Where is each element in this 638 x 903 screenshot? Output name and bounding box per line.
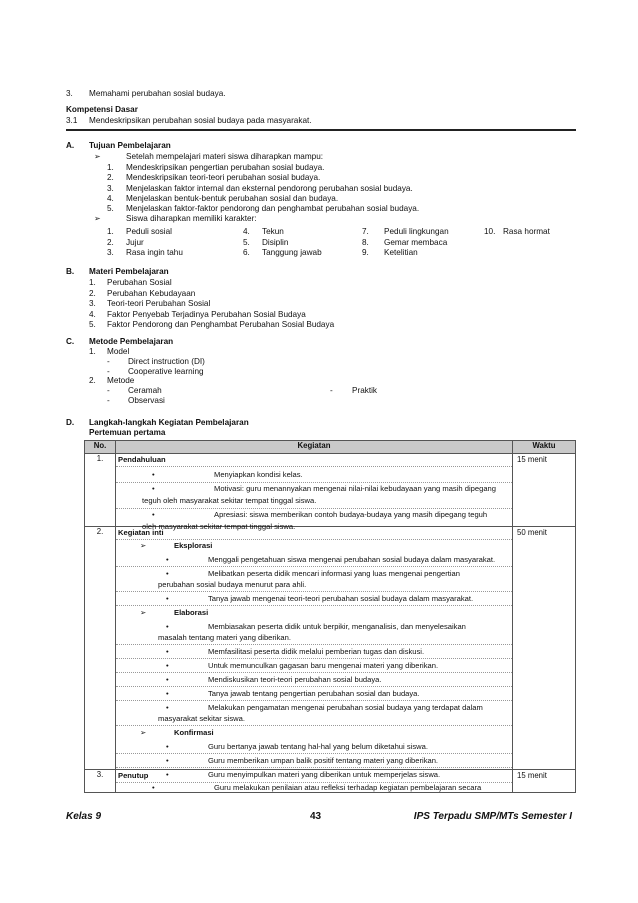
trait-text: Disiplin (262, 237, 289, 247)
materi-text: Perubahan Kebudayaan (107, 288, 196, 298)
activity-line: perubahan sosial budaya menurut para ahli. (158, 580, 307, 589)
section-c-title: Metode Pembelajaran (89, 337, 174, 346)
materi-text: Perubahan Sosial (107, 278, 172, 287)
cell-divider (116, 482, 512, 483)
goal-number: 5. (107, 204, 114, 214)
cell-divider (116, 725, 512, 726)
intro-item-number: 3. (66, 89, 73, 98)
section-c-letter: C. (66, 337, 75, 346)
trait-number: 4. (243, 227, 250, 236)
divider-rule (66, 129, 576, 131)
activity-line: Menggali pengetahuan siswa mengenai perubahan sosial budaya dalam masyarakat. (208, 555, 496, 564)
kompetensi-text: Mendeskripsikan perubahan sosial budaya pada masyarakat. (89, 116, 312, 125)
row-waktu: 15 menit (513, 454, 576, 527)
row-waktu: 15 menit (513, 770, 576, 793)
dash: - (330, 386, 333, 395)
section-d-letter: D. (66, 418, 75, 427)
intro-item-text: Memahami perubahan sosial budaya. (89, 89, 226, 98)
cell-divider (116, 767, 512, 768)
bullet-icon: • (152, 470, 155, 479)
dash: - (107, 396, 110, 405)
trait-text: Peduli lingkungan (384, 227, 449, 236)
arrow-bullet-icon: ➢ (140, 608, 147, 617)
bullet-icon: • (166, 555, 169, 564)
trait-text: Rasa ingin tahu (126, 248, 183, 257)
trait-number: 10. (484, 227, 496, 236)
row-title: Kegiatan inti (118, 528, 164, 537)
bullet-icon: • (166, 675, 169, 684)
section-a-title: Tujuan Pembelajaran (89, 141, 171, 150)
materi-number: 3. (89, 299, 96, 308)
cell-divider (116, 658, 512, 659)
materi-text: Teori-teori Perubahan Sosial (107, 299, 211, 308)
table-row-penutup (85, 770, 576, 793)
activity-line: Menyiapkan kondisi kelas. (214, 470, 303, 479)
footer-page-number: 43 (310, 811, 322, 822)
section-b-letter: B. (66, 267, 75, 276)
bullet-icon: • (166, 770, 169, 779)
activity-line: Tanya jawab tentang pengertian perubahan sosial dan budaya. (208, 689, 420, 698)
metode-item-ceramah: Ceramah (128, 386, 162, 395)
goal-text: Mendeskripsikan pengertian perubahan sosial budaya. (126, 163, 325, 172)
materi-text: Faktor Pendorong dan Penghambat Perubahan Sosial Budaya (107, 320, 335, 329)
cell-divider (116, 466, 512, 467)
cell-divider (116, 753, 512, 754)
model-number: 1. (89, 347, 96, 356)
trait-text: Tekun (262, 227, 284, 236)
materi-number: 5. (89, 320, 96, 329)
activity-line: masyarakat sekitar siswa. (158, 714, 245, 723)
goal-text: Mendeskripsikan teori-teori perubahan sosial budaya. (126, 173, 321, 183)
cell-divider (116, 686, 512, 687)
activity-line: Guru melakukan penilaian atau refleksi terhadap kegiatan pembelajaran secara (214, 783, 482, 792)
model-item-di: Direct instruction (DI) (128, 357, 205, 366)
cell-divider (116, 566, 512, 567)
activity-line: Guru bertanya jawab tentang hal-hal yang belum diketahui siswa. (208, 742, 428, 751)
section-d-subtitle: Pertemuan pertama (89, 428, 166, 437)
trait-text: Gemar membaca (384, 237, 448, 247)
row-title: Penutup (118, 771, 149, 780)
bullet-icon: • (166, 594, 169, 603)
trait-number: 8. (362, 237, 369, 247)
activity-line: Mendiskusikan teori-teori perubahan sosial budaya. (208, 675, 382, 684)
activity-table (84, 440, 576, 793)
bullet-icon: • (166, 622, 169, 631)
bullet-icon: • (166, 569, 169, 578)
bullet-icon: • (166, 689, 169, 698)
metode-item-praktik: Praktik (352, 386, 378, 395)
cell-divider (116, 644, 512, 645)
row-kegiatan (116, 770, 513, 793)
activity-line: Guru memberikan umpan balik positif tentang materi yang diberikan. (208, 756, 439, 765)
table-row-pendahuluan (85, 454, 576, 527)
dash: - (107, 367, 110, 376)
kompetensi-title: Kompetensi Dasar (66, 105, 138, 114)
kompetensi-number: 3.1 (66, 116, 78, 125)
bullet-icon: • (166, 703, 169, 712)
header-waktu: Waktu (513, 441, 576, 454)
goal-number: 3. (107, 183, 114, 193)
section-b-title: Materi Pembelajaran (89, 267, 169, 276)
dash: - (107, 386, 110, 395)
row-no: 1. (85, 454, 116, 527)
trait-number: 3. (107, 248, 114, 257)
trait-text: Jujur (126, 237, 144, 247)
goal-text: Menjelaskan faktor internal dan eksternal pendorong perubahan sosial budaya. (126, 183, 413, 193)
trait-number: 9. (362, 248, 369, 257)
cell-divider (116, 605, 512, 606)
header-no: No. (85, 441, 116, 454)
trait-number: 1. (107, 227, 114, 236)
goal-text: Menjelaskan faktor-faktor pendorong dan penghambat perubahan sosial budaya. (126, 204, 420, 214)
arrow-bullet-icon: ➢ (94, 214, 101, 223)
model-label: Model (107, 347, 130, 356)
cell-divider (116, 700, 512, 701)
row-kegiatan (116, 454, 513, 531)
activity-line: Motivasi: guru menannyakan mengenai nilai-nilai kebudayaan yang masih dipegang (214, 484, 496, 493)
dash: - (107, 357, 110, 366)
trait-text: Tanggung jawab (262, 248, 322, 257)
activity-line: Melibatkan peserta didik mencari informasi yang luas mengenai pengertian (208, 569, 460, 578)
trait-number: 5. (243, 237, 250, 247)
activity-line: Membiasakan peserta didik untuk berpikir, menganalisis, dan menyelesaikan (208, 622, 466, 631)
row-waktu: 50 menit (513, 527, 576, 770)
trait-text: Ketelitian (384, 248, 418, 257)
trait-text: Rasa hormat (503, 227, 550, 236)
activity-line: Memfasilitasi peserta didik melalui pemberian tugas dan diskusi. (208, 647, 425, 656)
activity-line: masalah tentang materi yang diberikan. (158, 633, 291, 642)
elaborasi-label: Elaborasi (174, 608, 209, 617)
bullet-icon: • (166, 647, 169, 656)
activity-line: Tanya jawab mengenai teori-teori perubahan sosial budaya dalam masyarakat. (208, 594, 474, 603)
arrow-bullet-icon: ➢ (140, 728, 147, 737)
konfirmasi-label: Konfirmasi (174, 728, 214, 737)
traits-intro: Siswa diharapkan memiliki karakter: (126, 214, 257, 223)
activity-line: Apresiasi: siswa memberikan contoh budaya-budaya yang masih dipegang teguh (214, 510, 488, 519)
row-no: 3. (85, 770, 116, 793)
activity-line: Untuk memunculkan gagasan baru mengenai materi yang diberikan. (208, 661, 439, 670)
goal-number: 1. (107, 163, 114, 172)
bullet-icon: • (152, 510, 155, 519)
activity-line: Melakukan pengamatan mengenai perubahan sosial budaya yang terdapat dalam (208, 703, 483, 712)
table-row-kegiatan-inti (85, 527, 576, 770)
header-kegiatan: Kegiatan (116, 441, 513, 454)
footer-class: Kelas 9 (66, 811, 102, 822)
goal-number: 2. (107, 173, 114, 183)
row-no: 2. (85, 527, 116, 770)
activity-line: Guru menyimpulkan materi yang diberikan untuk memperjelas siswa. (208, 770, 441, 779)
activity-line: oleh masyarakat sekitar tempat tinggal siswa. (142, 522, 296, 531)
metode-label: Metode (107, 376, 135, 385)
goals-intro: Setelah mempelajari materi siswa diharapkan mampu: (126, 152, 324, 161)
trait-text: Peduli sosial (126, 227, 172, 236)
materi-number: 1. (89, 278, 96, 287)
cell-divider (116, 591, 512, 592)
activity-line: teguh oleh masyarakat sekitar tempat tinggal siswa. (142, 496, 317, 505)
goal-number: 4. (107, 193, 114, 203)
materi-number: 4. (89, 309, 96, 319)
footer-subject: IPS Terpadu SMP/MTs Semester I (413, 811, 572, 822)
goal-text: Menjelaskan bentuk-bentuk perubahan sosial dan budaya. (126, 193, 339, 203)
bullet-icon: • (152, 484, 155, 493)
trait-number: 6. (243, 248, 250, 257)
arrow-bullet-icon: ➢ (140, 541, 147, 550)
bullet-icon: • (166, 661, 169, 670)
section-a-letter: A. (66, 141, 75, 150)
trait-number: 2. (107, 237, 114, 247)
eksplorasi-label: Eksplorasi (174, 541, 213, 550)
materi-number: 2. (89, 288, 96, 298)
trait-number: 7. (362, 227, 369, 236)
materi-text: Faktor Penyebab Terjadinya Perubahan Sosial Budaya (107, 309, 306, 319)
metode-number: 2. (89, 376, 96, 385)
cell-divider (116, 539, 512, 540)
cell-divider (116, 672, 512, 673)
row-title: Pendahuluan (118, 455, 166, 464)
table-header-row (85, 441, 576, 454)
metode-item-observasi: Observasi (128, 396, 165, 405)
section-d-title: Langkah-langkah Kegiatan Pembelajaran (89, 418, 249, 427)
cell-divider (116, 508, 512, 509)
bullet-icon: • (166, 742, 169, 751)
model-item-cooperative: Cooperative learning (128, 367, 204, 376)
arrow-bullet-icon: ➢ (94, 152, 101, 161)
bullet-icon: • (152, 783, 155, 792)
bullet-icon: • (166, 756, 169, 765)
